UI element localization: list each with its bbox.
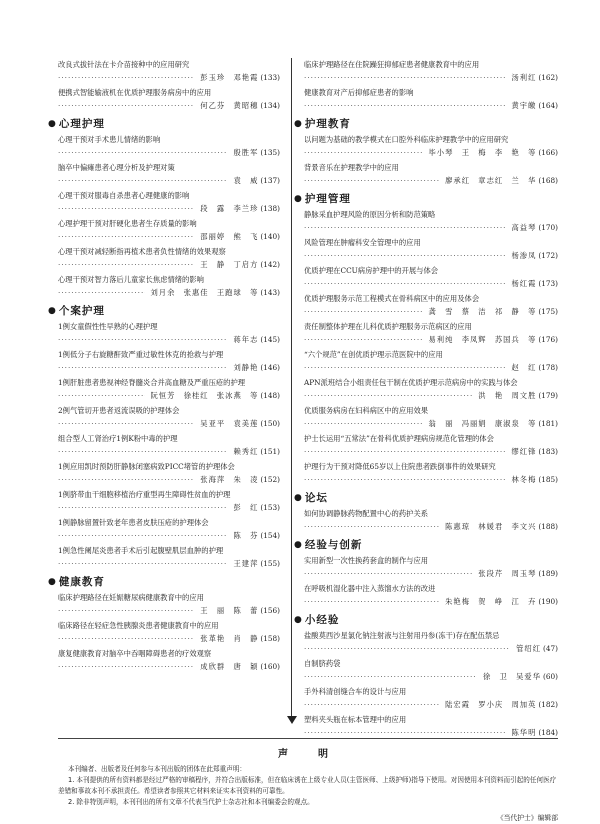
author-line (58, 174, 280, 187)
article-title: 临床护理路径在住院躁狂抑郁症患者健康教育中的应用 (304, 60, 480, 69)
section-heading-label: 护理教育 (304, 118, 351, 130)
author-line (304, 146, 558, 159)
page-number: (168) (538, 176, 558, 185)
article-authors: 毕小琴 王 梅 李 艳 等 (428, 148, 537, 157)
toc-entry[interactable] (58, 488, 280, 514)
article-title: 优质护理服务示范工程模式在骨科病区中的应用及体会 (304, 294, 480, 303)
author-line (58, 417, 280, 430)
toc-entry[interactable] (304, 348, 558, 374)
article-authors: 彭玉珍 邓艳霞 (200, 73, 259, 82)
article-authors: 缪红锋 (511, 447, 537, 456)
author-line (304, 595, 558, 608)
article-title: 健康教育对产后抑郁症患者的影响 (304, 88, 414, 97)
author-line (304, 698, 558, 711)
dot-leader (58, 529, 227, 542)
article-authors: 廖承红 章志红 兰 华 (445, 176, 537, 185)
bullet-icon: ● (294, 193, 303, 204)
article-authors: 赖秀红 (233, 447, 259, 456)
page-number: (137) (260, 176, 280, 185)
author-line (58, 230, 280, 243)
article-authors: 何乙芬 黄昭穗 (200, 101, 259, 110)
author-line (58, 258, 280, 271)
article-title: 塑料夹头瓶在标本管理中的应用 (304, 715, 407, 724)
toc-entry[interactable] (58, 348, 280, 374)
page-number: (156) (260, 606, 280, 615)
toc-entry[interactable] (304, 208, 558, 234)
author-line (58, 286, 280, 299)
toc-entry[interactable] (58, 516, 280, 542)
author-line (58, 473, 280, 486)
bullet-icon: ● (294, 118, 303, 129)
page-number: (134) (260, 101, 280, 110)
article-title: 心理干预对智力落后儿童家长焦虑情绪的影响 (58, 275, 204, 284)
dot-leader (58, 632, 194, 645)
article-title: 便携式智能输液机在优质护理服务病房中的应用 (58, 88, 212, 97)
article-title: 临床路径在轻症急性胰腺炎患者健康教育中的应用 (58, 621, 219, 630)
page-number: (179) (538, 391, 558, 400)
author-line (304, 71, 558, 84)
author-line (304, 277, 558, 290)
author-line (58, 557, 280, 570)
author-line (58, 146, 280, 159)
section-heading-label: 心理护理 (58, 118, 105, 130)
dot-leader (58, 557, 227, 570)
page-number: (135) (260, 148, 280, 157)
article-authors: 洪 艳 周文胜 (478, 391, 537, 400)
article-authors: 阮恒芳 徐桂红 张冰燕 等 (150, 391, 259, 400)
section-heading (294, 537, 558, 552)
dot-leader (304, 99, 505, 112)
article-title: 优质服务病房在妇科病区中的应用效果 (304, 406, 429, 415)
article-authors: 高益琴 (511, 223, 537, 232)
article-title: APN派班结合小组责任包干制在优质护理示范病房中的实践与体会 (304, 378, 518, 387)
article-authors: 陈 芬 (233, 531, 259, 540)
page-number: (182) (538, 700, 558, 709)
article-title: 改良式拔针法在卡介苗接种中的应用研究 (58, 60, 190, 69)
page-number: (176) (538, 335, 558, 344)
page-number: (138) (260, 204, 280, 213)
article-title: “六个规范”在创优质护理示范医院中的应用 (304, 350, 443, 359)
page-number: (166) (538, 148, 558, 157)
toc-entry[interactable] (304, 320, 558, 346)
page-number: (143) (260, 288, 280, 297)
toc-entry[interactable] (58, 591, 280, 617)
article-authors: 翁 丽 冯丽娟 康淑泉 等 (428, 419, 537, 428)
dot-leader (58, 473, 194, 486)
page-number: (172) (538, 251, 558, 260)
article-authors: 王 丽 陈 蕾 (200, 606, 259, 615)
section-heading (294, 612, 558, 627)
article-title: 静脉采血护理风险的原因分析和防范策略 (304, 210, 436, 219)
author-line (304, 249, 558, 262)
article-authors: 赵 红 (511, 363, 537, 372)
toc-entry[interactable] (304, 554, 558, 580)
article-authors: 林冬梅 (511, 475, 537, 484)
page-number: (142) (260, 260, 280, 269)
toc-entry[interactable] (304, 432, 558, 458)
dot-leader (58, 660, 194, 673)
article-title: 优质护理在CCU病房护理中的开展与体会 (304, 266, 439, 275)
article-authors: 杨渗凤 (511, 251, 537, 260)
article-authors: 陈惠琼 林媛君 李文兴 (445, 522, 537, 531)
dot-leader (304, 595, 439, 608)
statement-line: 本刊编者、出版者及任何参与本刊出版的团体在此郑重声明： (68, 765, 247, 773)
article-title: 手外科清创缝合车的设计与应用 (304, 687, 407, 696)
article-authors: 刘月余 张惠佳 王跑球 等 (150, 288, 259, 297)
toc-entry[interactable] (58, 161, 280, 187)
article-authors: 段 露 李兰珍 (200, 204, 259, 213)
toc-entry[interactable] (304, 236, 558, 262)
toc-entry[interactable] (58, 376, 280, 402)
article-authors: 陈华明 (511, 728, 537, 737)
author-line (304, 174, 558, 187)
dot-leader (304, 698, 439, 711)
dot-leader (304, 361, 505, 374)
dot-leader (304, 221, 505, 234)
toc-entry[interactable] (58, 460, 280, 486)
author-line (304, 567, 558, 580)
page-number: (188) (538, 522, 558, 531)
page-number: (154) (260, 531, 280, 540)
page-number: (145) (260, 335, 280, 344)
column-divider (291, 58, 292, 718)
dot-leader (58, 604, 194, 617)
toc-entry[interactable] (304, 629, 558, 655)
toc-entry[interactable] (304, 264, 558, 290)
article-title: 1例低分子右旋糖酐致严重过敏性休克的抢救与护理 (58, 350, 224, 359)
author-line (58, 445, 280, 458)
article-title: 1例急性阑尾炎患者手术后引起腹壁肌层血肿的护理 (58, 546, 224, 555)
author-line (304, 99, 558, 112)
toc-entry[interactable] (58, 320, 280, 346)
toc-entry[interactable] (58, 133, 280, 159)
author-line (304, 305, 558, 318)
article-title: 组合型人工肾治疗1例K粉中毒的护理 (58, 434, 178, 443)
article-authors: 龚 雪 蔡 洁 祁 静 等 (428, 307, 537, 316)
article-title: 脑卒中偏瘫患者心理分析及护理对策 (58, 163, 175, 172)
dot-leader (58, 174, 227, 187)
statement-box (58, 738, 558, 824)
toc-entry[interactable] (304, 657, 558, 683)
author-line (58, 389, 280, 402)
toc-entry[interactable] (304, 161, 558, 187)
article-title: 心理干预对减轻断指再植术患者负性情绪的效果观察 (58, 247, 226, 256)
article-authors: 管绍红 (516, 644, 542, 653)
author-line (304, 221, 558, 234)
toc-entry[interactable] (58, 273, 280, 299)
article-authors: 殷胜军 (233, 148, 259, 157)
section-heading-label: 论坛 (304, 492, 328, 504)
toc-entry[interactable] (58, 217, 280, 243)
article-authors: 王 静 丁启方 (200, 260, 259, 269)
author-line (58, 501, 280, 514)
page-number: (148) (260, 391, 280, 400)
page-number: (185) (538, 475, 558, 484)
article-title: 背景音乐在护理教学中的应用 (304, 163, 399, 172)
toc-entry[interactable] (304, 582, 558, 608)
article-authors: 邵丽婷 熊 飞 (200, 232, 259, 241)
dot-leader (58, 361, 227, 374)
article-authors: 袁 威 (233, 176, 259, 185)
dot-leader (304, 520, 439, 533)
dot-leader (58, 146, 227, 159)
article-authors: 陆宏霞 罗小庆 周加英 (445, 700, 537, 709)
article-authors: 张海萍 朱 凌 (200, 475, 259, 484)
page-number: (158) (260, 634, 280, 643)
bullet-icon: ● (294, 539, 303, 550)
dot-leader (304, 389, 472, 402)
article-title: 1例应用凯时预防肝静脉闭塞病致PICC堵管的护理体会 (58, 462, 235, 471)
bullet-icon: ● (48, 576, 57, 587)
article-authors: 易利纯 李凤辉 苏国兵 等 (428, 335, 537, 344)
toc-entry[interactable] (58, 619, 280, 645)
page-number: (173) (538, 279, 558, 288)
dot-leader (304, 567, 472, 580)
toc-entry[interactable] (304, 507, 558, 533)
page-number: (178) (538, 363, 558, 372)
dot-leader (58, 71, 194, 84)
article-title: 康复健康教育对脑卒中吞咽障碍患者的疗效观察 (58, 649, 212, 658)
toc-entry[interactable] (304, 713, 558, 739)
article-authors: 蒋年志 (233, 335, 259, 344)
article-title: 心理干预对手术患儿情绪的影响 (58, 135, 161, 144)
page-number: (175) (538, 307, 558, 316)
page-number: (153) (260, 503, 280, 512)
article-title: 风险管理在肿瘤科安全管理中的应用 (304, 238, 421, 247)
article-authors: 徐 卫 吴爱华 (482, 672, 542, 681)
toc-entry[interactable] (304, 58, 558, 84)
dot-leader (304, 445, 505, 458)
article-title: 盐酸莫西沙星氯化钠注射液与注射用丹参(冻干)存在配伍禁忌 (304, 631, 500, 640)
article-authors: 张段芹 周玉琴 (478, 569, 537, 578)
article-authors: 刘静艳 (233, 363, 259, 372)
toc-left-column (48, 58, 280, 675)
dot-leader (58, 286, 145, 299)
dot-leader (58, 501, 227, 514)
article-authors: 黄宇皦 (511, 101, 537, 110)
section-heading-label: 护理管理 (304, 193, 351, 205)
author-line (304, 333, 558, 346)
article-title: 如何协调静脉药物配置中心的药护关系 (304, 509, 429, 518)
bullet-icon: ● (48, 118, 57, 129)
author-line (58, 660, 280, 673)
dot-leader (58, 99, 194, 112)
article-authors: 朱艳梅 贺 峥 江 卉 (445, 597, 537, 606)
dot-leader (304, 146, 423, 159)
page-number: (189) (538, 569, 558, 578)
toc-entry[interactable] (304, 404, 558, 430)
section-heading-label: 小经验 (304, 614, 340, 626)
statement-line: 1. 本刊提供的所有资料都是经过严格的审稿程序，并符合出版标准，但在临床诱在上级专业人员(主管医师、上级护师)指导下使用。对因使用本刊资料而引起的任何医疗差错和事故本刊不承担责任。希望读者参照其它材料来证实本刊资料的可靠性。 (58, 776, 557, 795)
author-line (304, 642, 558, 655)
divider-arrow-icon (287, 716, 297, 724)
statement-signature: 《当代护士》编辑部 (496, 814, 558, 822)
author-line (304, 473, 558, 486)
author-line (304, 361, 558, 374)
section-heading-label: 个案护理 (58, 305, 105, 317)
toc-entry[interactable] (58, 189, 280, 215)
page-number: (155) (260, 559, 280, 568)
bullet-icon: ● (48, 305, 57, 316)
article-authors: 吴亚平 袁美莲 (200, 419, 259, 428)
section-heading (294, 191, 558, 206)
section-heading (48, 574, 280, 589)
author-line (304, 520, 558, 533)
author-line (58, 333, 280, 346)
article-authors: 彭 红 (233, 503, 259, 512)
page-number: (133) (260, 73, 280, 82)
toc-entry[interactable] (304, 685, 558, 711)
dot-leader (58, 417, 194, 430)
page-number: (152) (260, 475, 280, 484)
page-number: (47) (543, 644, 558, 653)
article-title: 2例气管切开患者返流误吸的护理体会 (58, 406, 180, 415)
dot-leader (304, 249, 505, 262)
page-number: (184) (538, 728, 558, 737)
article-title: 心理护理干预对肝硬化患者生存质量的影响 (58, 219, 197, 228)
author-line (58, 361, 280, 374)
page-number: (140) (260, 232, 280, 241)
dot-leader (58, 389, 145, 402)
dot-leader (58, 445, 227, 458)
article-title: 1例静脉留置针致老年患者皮肤压疮的护理体会 (58, 518, 209, 527)
dot-leader (58, 202, 194, 215)
page-number: (146) (260, 363, 280, 372)
section-heading (48, 116, 280, 131)
dot-leader (304, 473, 505, 486)
page-number: (170) (538, 223, 558, 232)
page-number: (150) (260, 419, 280, 428)
dot-leader (304, 670, 477, 683)
article-authors: 杨红霞 (511, 279, 537, 288)
article-title: 责任制整体护理在儿科优质护理服务示范病区的应用 (304, 322, 472, 331)
author-line (58, 529, 280, 542)
dot-leader (304, 417, 423, 430)
page-number: (160) (260, 662, 280, 671)
dot-leader (304, 174, 439, 187)
article-authors: 张革艳 肖 静 (200, 634, 259, 643)
page-number: (162) (538, 73, 558, 82)
page-number: (60) (543, 672, 558, 681)
article-title: 1例肝脏患者患视神经脊髓炎合并高血糖及严重压疮的护理 (58, 378, 246, 387)
toc-entry[interactable] (58, 647, 280, 673)
article-title: 心理干预对服毒自杀患者心理健康的影响 (58, 191, 190, 200)
section-heading-label: 健康教育 (58, 576, 105, 588)
dot-leader (304, 642, 510, 655)
dot-leader (58, 333, 227, 346)
author-line (304, 389, 558, 402)
toc-entry[interactable] (304, 460, 558, 486)
toc-entry[interactable] (58, 86, 280, 112)
article-authors: 成欣群 唐 颖 (200, 662, 259, 671)
page-number: (190) (538, 597, 558, 606)
dot-leader (304, 71, 505, 84)
toc-entry[interactable] (58, 544, 280, 570)
toc-entry[interactable] (304, 86, 558, 112)
article-title: 护理行为干预对降低65岁以上住院患者跌倒事件的效果研究 (304, 462, 496, 471)
article-title: 实用新型一次性换药套盒的制作与应用 (304, 556, 429, 565)
section-heading-label: 经验与创新 (304, 539, 363, 551)
page-number: (164) (538, 101, 558, 110)
author-line (58, 99, 280, 112)
dot-leader (58, 230, 194, 243)
article-title: 以问题为基础的教学模式在口腔外科临床护理教学中的应用研究 (304, 135, 509, 144)
article-title: 自制脐药袋 (304, 659, 341, 668)
table-of-contents (0, 58, 600, 737)
toc-entry[interactable] (304, 292, 558, 318)
section-heading (294, 490, 558, 505)
author-line (58, 202, 280, 215)
statement-title: 声 明 (278, 749, 338, 760)
statement-line: 2. 除非特别声明，本刊刊出的所有文章不代表当代护士杂志社和本刊编委会的观点。 (68, 798, 314, 806)
article-title: 在呼吸机湿化器中注入蒸馏水方法的改进 (304, 584, 436, 593)
toc-entry[interactable] (58, 245, 280, 271)
bullet-icon: ● (294, 614, 303, 625)
toc-entry[interactable] (58, 432, 280, 458)
author-line (304, 445, 558, 458)
toc-entry[interactable] (58, 58, 280, 84)
article-authors: 汤利红 (511, 73, 537, 82)
author-line (58, 604, 280, 617)
page-number: (151) (260, 447, 280, 456)
bullet-icon: ● (294, 492, 303, 503)
dot-leader (304, 305, 423, 318)
article-title: 临床护理路径在妊娠糖尿病健康教育中的应用 (58, 593, 204, 602)
toc-right-column (294, 58, 558, 741)
article-title: 1例脐带血干细胞移植治疗重型再生障碍性贫血的护理 (58, 490, 231, 499)
dot-leader (304, 333, 423, 346)
section-heading (294, 116, 558, 131)
toc-entry[interactable] (58, 404, 280, 430)
article-authors: 王建萍 (233, 559, 259, 568)
author-line (304, 417, 558, 430)
dot-leader (58, 258, 194, 271)
toc-entry[interactable] (304, 376, 558, 402)
page-number: (183) (538, 447, 558, 456)
toc-entry[interactable] (304, 133, 558, 159)
author-line (58, 632, 280, 645)
article-title: 护士长运用“五常法”在骨科优质护理病房规范化管理的体会 (304, 434, 494, 443)
author-line (304, 670, 558, 683)
section-heading (48, 303, 280, 318)
author-line (58, 71, 280, 84)
article-title: 1例女童假性性早熟的心理护理 (58, 322, 158, 331)
dot-leader (304, 277, 505, 290)
page-number: (181) (538, 419, 558, 428)
